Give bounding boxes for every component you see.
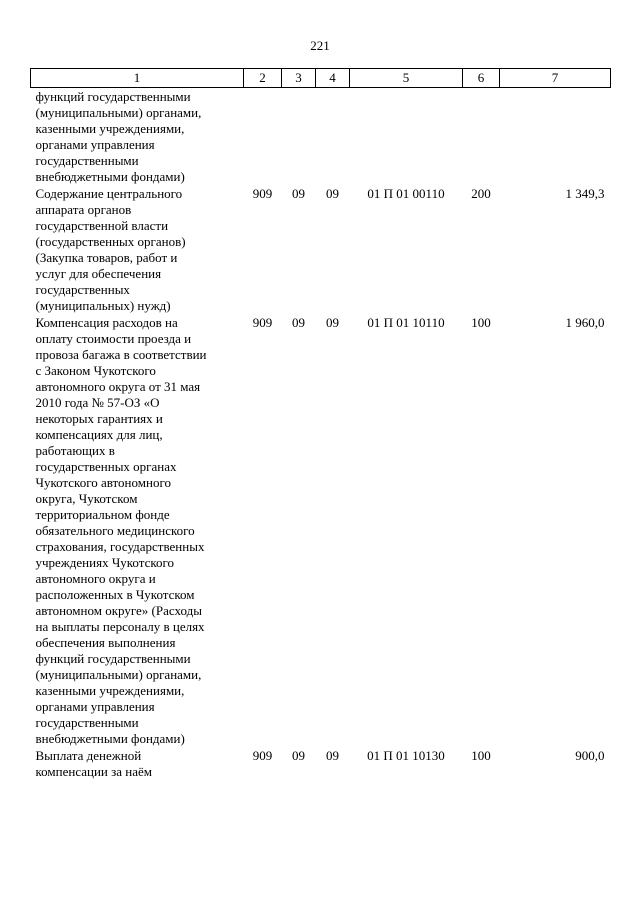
target-code: 01 П 01 10130: [367, 748, 445, 763]
table-row: [31, 185, 611, 314]
table-header-row: [31, 69, 611, 88]
ministry-code: 909: [252, 186, 273, 201]
budget-table: [30, 68, 611, 780]
ministry-code: 909: [252, 315, 273, 330]
subsection-code: [316, 88, 350, 186]
expense-type-code: [463, 88, 500, 186]
column-header: 5: [350, 69, 463, 88]
expense-type-code: 100: [471, 748, 491, 763]
amount: 900,0: [575, 748, 605, 763]
target-code: 01 П 01 10110: [367, 315, 445, 330]
expense-name: Компенсация расходов на оплату стоимости проезда и провоза багажа в соответствии с Законом Чукотского автономного округа от 31 мая 2010 года № 57-ОЗ «О некоторых гарантиях и компенсациях для лиц, работающих в государственных органах Чукотского автономного округа, Чукотском территориальном фонде обязательного медицинского страхования, государственных учреждениях Чукотского автономного округа и расположенных в Чукотском автономном округе» (Расходы на выплаты персоналу в целях обеспечения выполнения функций государственными (муниципальными) органами, казенными учреждениями, органами управления государственными внебюджетными фондами): [35, 315, 207, 746]
ministry-code: [244, 88, 282, 186]
section-code: 09: [292, 186, 305, 201]
expense-name: функций государственными (муниципальными) органами, казенными учреждениями, органами управления государственными внебюджетными фондами): [35, 89, 202, 184]
page-number: 221: [310, 38, 330, 53]
amount: 1 349,3: [565, 186, 605, 201]
expense-name: Содержание центрального аппарата органов государственной власти (государственных органов) (Закупка товаров, работ и услуг для обеспечения государственных (муниципальных) нужд): [35, 186, 186, 313]
column-header: 6: [463, 69, 500, 88]
column-header: 2: [244, 69, 282, 88]
amount: 1 960,0: [565, 315, 605, 330]
amount: [500, 88, 611, 186]
column-header: 1: [31, 69, 244, 88]
subsection-code: 09: [326, 315, 339, 330]
target-code: [350, 88, 463, 186]
expense-type-code: 200: [471, 186, 491, 201]
expense-type-code: 100: [471, 315, 491, 330]
subsection-code: 09: [326, 186, 339, 201]
table-row: [31, 88, 611, 186]
column-header: 3: [282, 69, 316, 88]
subsection-code: 09: [326, 748, 339, 763]
table-row: [31, 747, 611, 780]
table-row: [31, 314, 611, 747]
expense-name: Выплата денежной компенсации за наём: [35, 748, 153, 779]
section-code: 09: [292, 748, 305, 763]
column-header: 4: [316, 69, 350, 88]
ministry-code: 909: [252, 748, 273, 763]
target-code: 01 П 01 00110: [367, 186, 445, 201]
section-code: [282, 88, 316, 186]
section-code: 09: [292, 315, 305, 330]
column-header: 7: [500, 69, 611, 88]
